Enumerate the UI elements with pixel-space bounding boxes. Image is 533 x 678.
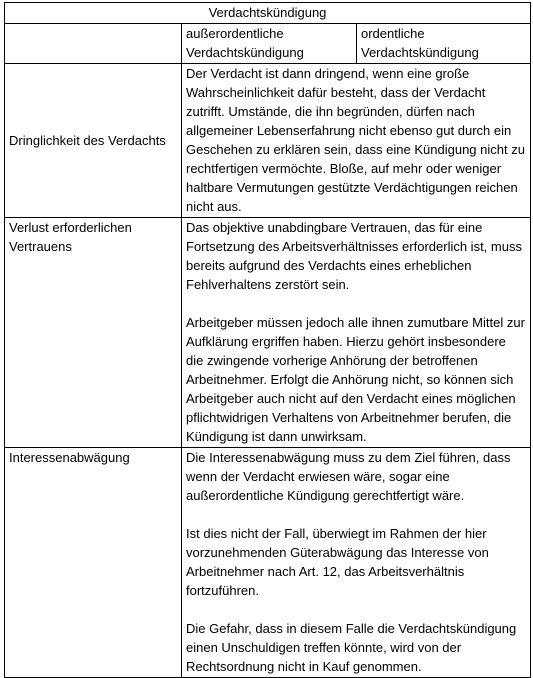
row-text-urgency: Der Verdacht ist dann dringend, wenn eine große Wahrscheinlichkeit dafür besteht, dass der Verdacht zutrifft. Umstände, die ihn begründen, dürfen nach allgemeiner Lebenserfahrung nicht ebenso gut durch ein Geschehen zu erklären sein, dass eine Kündigung nicht zu rechtfertigen vermöchte. Bloße, auf mehr oder weniger haltbare Vermutungen gestützte Verdächtigungen reichen nicht aus. — [182, 64, 531, 218]
row-label-trust: Verlust erforderlichen Vertrauens — [5, 218, 182, 448]
row-label-balancing: Interessenabwägung — [5, 448, 182, 678]
table-row — [5, 218, 531, 448]
row-label-urgency: Dringlichkeit des Verdachts — [5, 64, 182, 218]
row-text-trust: Das objektive unabdingbare Vertrauen, das für eine Fortsetzung des Arbeitsverhältnisses erforderlich ist, muss bereits aufgrund des Verdachts eines erheblichen Fehlverhaltens zerstört sein. Arbeitgeber müssen jedoch alle ihnen zumutbare Mittel zur Aufklärung ergriffen haben. Hierzu gehört insbesondere die zwingende vorherige Anhörung der betroffenen Arbeitnehmer. Erfolgt die Anhörung nicht, so können sich Arbeitgeber auch nicht auf den Verdacht eines möglichen pflichtwidrigen Verhaltens von Arbeitnehmer berufen, die Kündigung ist dann unwirksam. — [182, 218, 531, 448]
header-extraordinary-dismissal: außerordentliche Verdachtskündigung — [182, 24, 357, 64]
header-ordinary-dismissal: ordentliche Verdachtskündigung — [357, 24, 531, 64]
table-title-row — [5, 3, 531, 24]
verdachtskuendigung-table — [4, 2, 531, 678]
row-text-balancing: Die Interessenabwägung muss zu dem Ziel führen, dass wenn der Verdacht erwiesen wäre, sogar eine außerordentliche Kündigung gerechtfertigt wäre. Ist dies nicht der Fall, überwiegt im Rahmen der hier vorzunehmenden Güterabwägung das Interesse von Arbeitnehmer nach Art. 12, das Arbeitsverhältnis fortzuführen. Die Gefahr, dass in diesem Falle die Verdachtskündigung einen Unschuldigen treffen könnte, wird von der Rechtsordnung nicht in Kauf genommen. — [182, 448, 531, 678]
table-header-row — [5, 24, 531, 64]
table-title: Verdachtskündigung — [5, 3, 531, 24]
header-blank-cell — [5, 24, 182, 64]
table-row — [5, 64, 531, 218]
table-row — [5, 448, 531, 678]
